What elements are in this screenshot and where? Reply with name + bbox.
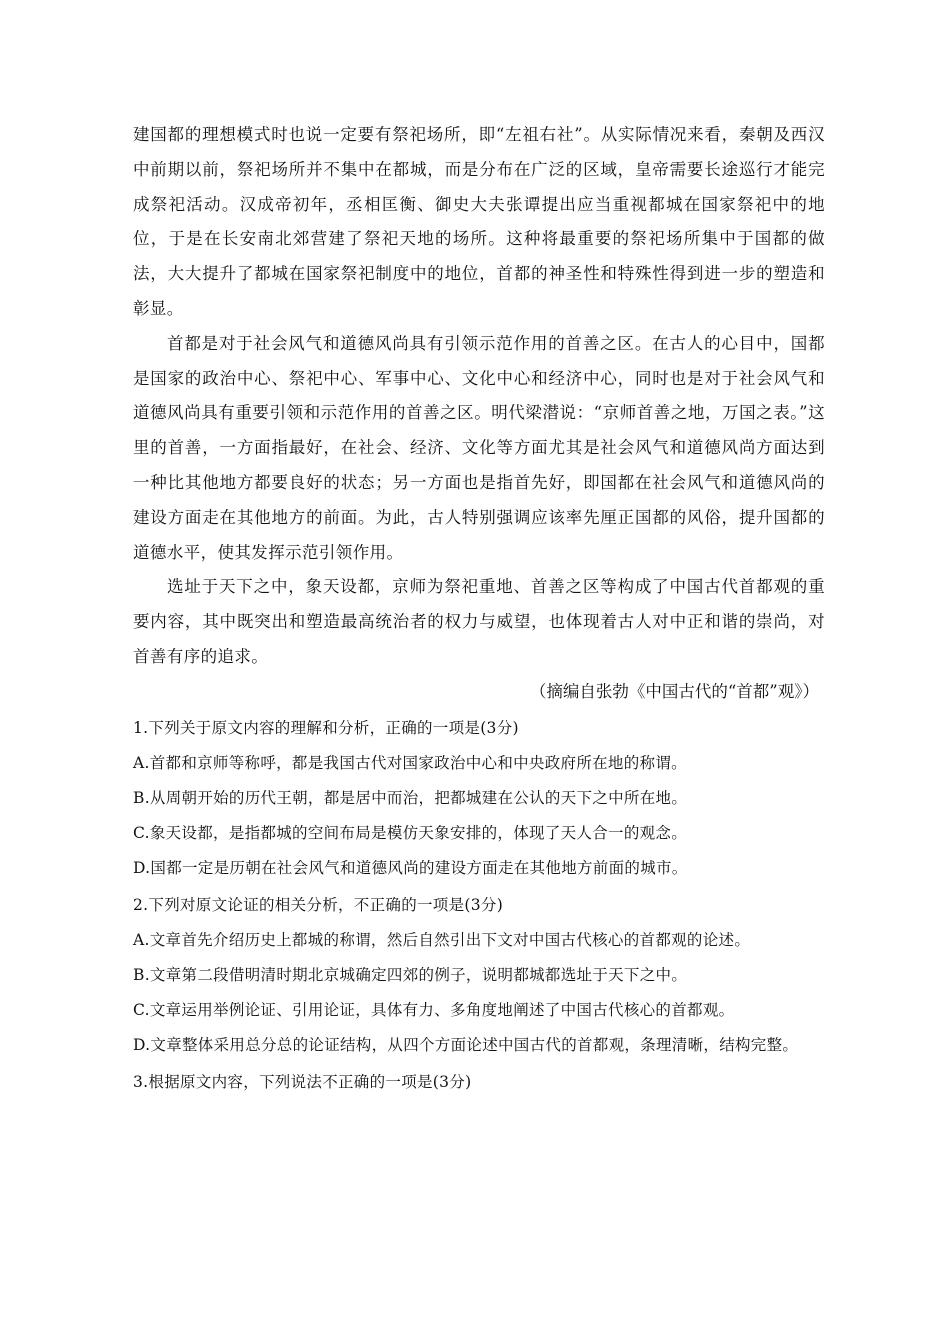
question-stem: 1.下列关于原文内容的理解和分析，正确的一项是(3分) [133,718,519,737]
source-citation: （摘编自张勃《中国古代的“首都”观》） [529,681,819,701]
question-stem: 3.根据原文内容，下列说法不正确的一项是(3分) [133,1072,472,1091]
option-d: D.文章整体采用总分总的论证结构，从四个方面论述中国古代的首都观，条理清晰，结构完整。 [133,1035,799,1054]
option-a: A.首都和京师等称呼，都是我国古代对国家政治中心和中央政府所在地的称谓。 [133,753,687,772]
document-content [133,118,825,1100]
paragraph-continued: 建国都的理想模式时也说一定要有祭祀场所，即“左祖右社”。从实际情况来看，秦朝及西汉中前期以前，祭祀场所并不集中在都城，而是分布在广泛的区域，皇帝需要长途巡行才能完成祭祀活动。汉成帝初年，丞相匡衡、御史大夫张谭提出应当重视都城在国家祭祀中的地位，于是在长安南北郊营建了祭祀天地的场所。这种将最重要的祭祀场所集中于国都的做法，大大提升了都城在国家祭祀制度中的地位，首都的神圣性和特殊性得到进一步的塑造和彰显。 [133,125,825,318]
question-1 [133,711,825,886]
option-a: A.文章首先介绍历史上都城的称谓，然后自然引出下文对中国古代核心的首都观的论述。 [133,930,751,949]
option-d: D.国都一定是历朝在社会风气和道德风尚的建设方面走在其他地方前面的城市。 [133,858,688,877]
paragraph-conclusion: 选址于天下之中，象天设都，京师为祭祀重地、首善之区等构成了中国古代首都观的重要内容，其中既突出和塑造最高统治者的权力与威望，也体现着古人对中正和谐的崇尚，对首善有序的追求。 [133,577,825,666]
option-b: B.文章第二段借明清时期北京城确定四郊的例子，说明都城都选址于天下之中。 [133,965,688,984]
question-2 [133,888,825,1063]
question-3 [133,1065,825,1100]
option-c: C.象天设都，是指都城的空间布局是模仿天象安排的，体现了天人合一的观念。 [133,823,688,842]
paragraph-capital-model: 首都是对于社会风气和道德风尚具有引领示范作用的首善之区。在古人的心目中，国都是国家的政治中心、祭祀中心、军事中心、文化中心和经济中心，同时也是对于社会风气和道德风尚具有重要引领和示范作用的首善之区。明代梁潜说：“京师首善之地，万国之表。”这里的首善，一方面指最好，在社会、经济、文化等方面尤其是社会风气和道德风尚方面达到一种比其他地方都要良好的状态；另一方面也是指首先好，即国都在社会风气和道德风尚的建设方面走在其他地方的前面。为此，古人特别强调应该率先厘正国都的风俗，提升国都的道德水平，使其发挥示范引领作用。 [133,333,825,562]
option-c: C.文章运用举例论证、引用论证，具体有力、多角度地阐述了中国古代核心的首都观。 [133,1000,735,1019]
question-stem: 2.下列对原文论证的相关分析，不正确的一项是(3分) [133,895,504,914]
option-b: B.从周朝开始的历代王朝，都是居中而治，把都城建在公认的天下之中所在地。 [133,788,688,807]
